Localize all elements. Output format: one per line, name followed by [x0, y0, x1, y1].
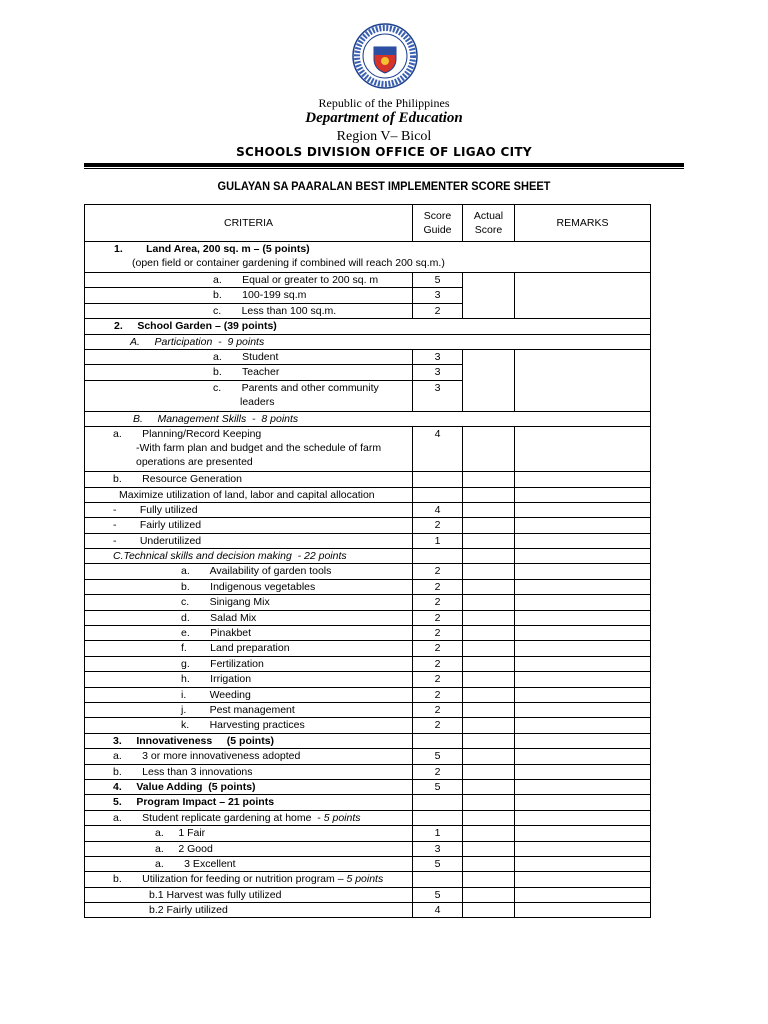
criteria-cell: d. Salad Mix: [85, 610, 413, 625]
remarks-cell[interactable]: [515, 887, 651, 902]
criteria-line: -With farm plan and budget and the schedule of farm: [136, 442, 382, 455]
remarks-cell[interactable]: [515, 749, 651, 764]
table-row: [85, 319, 651, 334]
actual-score-cell[interactable]: [463, 472, 515, 487]
table-row: [85, 872, 651, 887]
actual-score-cell[interactable]: [463, 564, 515, 579]
score-guide-cell: 3: [413, 288, 463, 303]
remarks-cell[interactable]: [515, 349, 651, 411]
criteria-cell: a. Availability of garden tools: [85, 564, 413, 579]
actual-score-cell[interactable]: [463, 349, 515, 411]
criteria-cell: g. Fertilization: [85, 656, 413, 671]
criteria-cell: c. Sinigang Mix: [85, 595, 413, 610]
table-row: [85, 641, 651, 656]
remarks-cell[interactable]: [515, 427, 651, 472]
remarks-cell[interactable]: [515, 472, 651, 487]
criteria-cell: h. Irrigation: [85, 672, 413, 687]
score-guide-cell: 5: [413, 273, 463, 288]
remarks-cell[interactable]: [515, 764, 651, 779]
actual-score-cell[interactable]: [463, 764, 515, 779]
score-guide-cell: 2: [413, 518, 463, 533]
remarks-cell[interactable]: [515, 687, 651, 702]
actual-score-cell[interactable]: [463, 872, 515, 887]
criteria-cell: k. Harvesting practices: [85, 718, 413, 733]
score-guide-cell: 2: [413, 595, 463, 610]
score-guide-cell: [413, 733, 463, 748]
criteria-cell: b.2 Fairly utilized: [85, 903, 413, 918]
score-guide-cell: 1: [413, 533, 463, 548]
table-row: [85, 242, 651, 273]
table-row: [85, 579, 651, 594]
score-guide-cell: 4: [413, 903, 463, 918]
remarks-cell[interactable]: [515, 610, 651, 625]
score-guide-cell: 2: [413, 672, 463, 687]
table-row: [85, 795, 651, 810]
table-row: [85, 702, 651, 717]
document-title: GULAYAN SA PAARALAN BEST IMPLEMENTER SCORE SHEET: [217, 179, 551, 193]
remarks-header: REMARKS: [515, 205, 651, 242]
remarks-cell[interactable]: [515, 872, 651, 887]
criteria-cell: a. 2 Good: [85, 841, 413, 856]
remarks-cell[interactable]: [515, 810, 651, 825]
section-school-garden: 2. School Garden – (39 points): [85, 319, 651, 334]
actual-score-cell[interactable]: [463, 427, 515, 472]
actual-score-cell[interactable]: [463, 533, 515, 548]
points-text: 5 points: [323, 811, 361, 824]
remarks-cell[interactable]: [515, 518, 651, 533]
score-guide-cell: 2: [413, 564, 463, 579]
actual-score-cell[interactable]: [463, 733, 515, 748]
section-innovativeness: 3. Innovativeness (5 points): [85, 733, 413, 748]
actual-score-cell[interactable]: [463, 810, 515, 825]
criteria-cell: j. Pest management: [85, 702, 413, 717]
actual-score-cell[interactable]: [463, 795, 515, 810]
score-guide-cell: 2: [413, 687, 463, 702]
actual-score-cell[interactable]: [463, 718, 515, 733]
section-program-impact: 5. Program Impact – 21 points: [85, 795, 413, 810]
score-guide-cell: 2: [413, 764, 463, 779]
score-guide-cell: 3: [413, 365, 463, 380]
score-guide-cell: 2: [413, 718, 463, 733]
table-row: [85, 810, 651, 825]
table-row: [85, 411, 651, 426]
actual-score-cell[interactable]: [463, 610, 515, 625]
table-row: [85, 472, 651, 487]
table-row: [85, 502, 651, 517]
actual-score-cell[interactable]: [463, 487, 515, 502]
table-row: [85, 656, 651, 671]
criteria-cell: f. Land preparation: [85, 641, 413, 656]
division-office: SCHOOLS DIVISION OFFICE OF LIGAO CITY: [236, 145, 532, 159]
table-row: [85, 841, 651, 856]
criteria-cell: [85, 810, 413, 825]
table-row: [85, 903, 651, 918]
criteria-cell: - Fully utilized: [85, 502, 413, 517]
criteria-line: leaders: [240, 395, 275, 408]
criteria-cell: b. Resource Generation: [85, 472, 413, 487]
remarks-cell[interactable]: [515, 702, 651, 717]
criteria-cell: [85, 872, 413, 887]
criteria-line: c. Parents and other community: [213, 381, 379, 394]
table-row: [85, 826, 651, 841]
remarks-cell[interactable]: [515, 273, 651, 319]
actual-score-cell[interactable]: [463, 641, 515, 656]
table-header-row: [85, 205, 651, 242]
score-guide-cell: 5: [413, 779, 463, 794]
table-row: [85, 564, 651, 579]
table-row: [85, 427, 651, 472]
actual-score-cell[interactable]: [463, 595, 515, 610]
remarks-cell[interactable]: [515, 826, 651, 841]
criteria-text: a. Student replicate gardening at home -: [113, 811, 324, 824]
section-title: 1. Land Area, 200 sq. m – (5 points): [114, 243, 310, 255]
remarks-cell[interactable]: [515, 564, 651, 579]
criteria-cell: a. 1 Fair: [85, 826, 413, 841]
criteria-text: b. Utilization for feeding or nutrition program –: [113, 873, 347, 886]
score-guide-cell: [413, 549, 463, 564]
criteria-cell: a. 3 or more innovativeness adopted: [85, 749, 413, 764]
remarks-cell[interactable]: [515, 502, 651, 517]
actual-score-cell[interactable]: [463, 518, 515, 533]
header-rule-thin: [84, 168, 684, 169]
score-guide-header: Score Guide: [413, 205, 463, 242]
actual-score-cell[interactable]: [463, 579, 515, 594]
points-text: 5 points: [346, 873, 384, 886]
table-row: [85, 518, 651, 533]
table-row: [85, 733, 651, 748]
subsection-participation: A. Participation - 9 points: [85, 334, 651, 349]
criteria-cell: a. 3 Excellent: [85, 856, 413, 871]
header-rule-thick: [84, 163, 684, 167]
score-guide-cell: 3: [413, 380, 463, 411]
score-guide-cell: 4: [413, 502, 463, 517]
actual-score-cell[interactable]: [463, 672, 515, 687]
table-row: [85, 764, 651, 779]
actual-score-cell[interactable]: [463, 687, 515, 702]
actual-score-cell[interactable]: [463, 841, 515, 856]
score-guide-cell: 2: [413, 303, 463, 318]
score-guide-cell: 5: [413, 749, 463, 764]
score-guide-cell: 3: [413, 841, 463, 856]
score-guide-cell: 2: [413, 702, 463, 717]
criteria-cell: b. Less than 3 innovations: [85, 764, 413, 779]
actual-score-cell[interactable]: [463, 273, 515, 319]
section-land-area: [85, 242, 651, 273]
score-guide-cell: [413, 487, 463, 502]
remarks-cell[interactable]: [515, 549, 651, 564]
criteria-cell: i. Weeding: [85, 687, 413, 702]
actual-score-cell[interactable]: [463, 549, 515, 564]
table-row: [85, 610, 651, 625]
score-guide-cell: 2: [413, 656, 463, 671]
table-row: [85, 687, 651, 702]
remarks-cell[interactable]: [515, 841, 651, 856]
criteria-cell: Maximize utilization of land, labor and capital allocation: [85, 487, 413, 502]
table-row: [85, 334, 651, 349]
remarks-cell[interactable]: [515, 672, 651, 687]
score-guide-cell: 5: [413, 887, 463, 902]
section-note: (open field or container gardening if combined will reach 200 sq.m.): [132, 257, 445, 269]
remarks-cell[interactable]: [515, 656, 651, 671]
republic-line: Republic of the Philippines: [318, 96, 450, 110]
section-value-adding: 4. Value Adding (5 points): [85, 779, 413, 794]
table-row: [85, 487, 651, 502]
criteria-line: a. Planning/Record Keeping: [113, 428, 262, 441]
table-row: [85, 749, 651, 764]
criteria-header: CRITERIA: [85, 205, 413, 242]
criteria-cell: b. Teacher: [85, 365, 413, 380]
remarks-cell[interactable]: [515, 579, 651, 594]
actual-score-header: Actual Score: [463, 205, 515, 242]
table-row: [85, 273, 651, 288]
table-row: [85, 595, 651, 610]
deped-seal-icon: [352, 23, 418, 89]
table-row: [85, 349, 651, 364]
remarks-cell[interactable]: [515, 718, 651, 733]
table-row: [85, 672, 651, 687]
table-row: [85, 533, 651, 548]
criteria-cell: a. Equal or greater to 200 sq. m: [85, 273, 413, 288]
remarks-cell[interactable]: [515, 903, 651, 918]
actual-score-cell[interactable]: [463, 903, 515, 918]
score-guide-cell: [413, 872, 463, 887]
actual-score-cell[interactable]: [463, 749, 515, 764]
score-guide-cell: 5: [413, 856, 463, 871]
table-row: [85, 779, 651, 794]
remarks-cell[interactable]: [515, 779, 651, 794]
criteria-cell: - Underutilized: [85, 533, 413, 548]
criteria-cell: [85, 427, 413, 472]
criteria-cell: b. 100-199 sq.m: [85, 288, 413, 303]
criteria-cell: b. Indigenous vegetables: [85, 579, 413, 594]
subsection-technical: C.Technical skills and decision making - 22 points: [85, 549, 413, 564]
table-row: [85, 549, 651, 564]
subsection-management: B. Management Skills - 8 points: [85, 411, 651, 426]
department-name: Department of Education: [305, 110, 463, 126]
score-guide-cell: 4: [413, 427, 463, 472]
remarks-cell[interactable]: [515, 533, 651, 548]
score-guide-cell: 2: [413, 626, 463, 641]
criteria-cell: c. Less than 100 sq.m.: [85, 303, 413, 318]
table-row: [85, 626, 651, 641]
actual-score-cell[interactable]: [463, 779, 515, 794]
remarks-cell[interactable]: [515, 856, 651, 871]
criteria-cell: [85, 380, 413, 411]
table-row: [85, 856, 651, 871]
score-guide-cell: [413, 472, 463, 487]
score-sheet-table: [84, 204, 651, 918]
remarks-cell[interactable]: [515, 641, 651, 656]
remarks-cell[interactable]: [515, 733, 651, 748]
score-guide-cell: 1: [413, 826, 463, 841]
region-line: Region V– Bicol: [336, 129, 432, 144]
actual-score-cell[interactable]: [463, 856, 515, 871]
criteria-cell: a. Student: [85, 349, 413, 364]
remarks-cell[interactable]: [515, 795, 651, 810]
actual-score-cell[interactable]: [463, 626, 515, 641]
criteria-cell: e. Pinakbet: [85, 626, 413, 641]
score-guide-cell: 2: [413, 641, 463, 656]
remarks-cell[interactable]: [515, 626, 651, 641]
table-row: [85, 887, 651, 902]
remarks-cell[interactable]: [515, 595, 651, 610]
criteria-cell: - Fairly utilized: [85, 518, 413, 533]
actual-score-cell[interactable]: [463, 887, 515, 902]
remarks-cell[interactable]: [515, 487, 651, 502]
criteria-line: operations are presented: [136, 456, 253, 469]
actual-score-cell[interactable]: [463, 502, 515, 517]
score-guide-cell: 3: [413, 349, 463, 364]
actual-score-cell[interactable]: [463, 656, 515, 671]
score-guide-cell: 2: [413, 610, 463, 625]
criteria-cell: b.1 Harvest was fully utilized: [85, 887, 413, 902]
actual-score-cell[interactable]: [463, 702, 515, 717]
score-guide-cell: [413, 810, 463, 825]
actual-score-cell[interactable]: [463, 826, 515, 841]
score-guide-cell: [413, 795, 463, 810]
score-guide-cell: 2: [413, 579, 463, 594]
table-row: [85, 718, 651, 733]
